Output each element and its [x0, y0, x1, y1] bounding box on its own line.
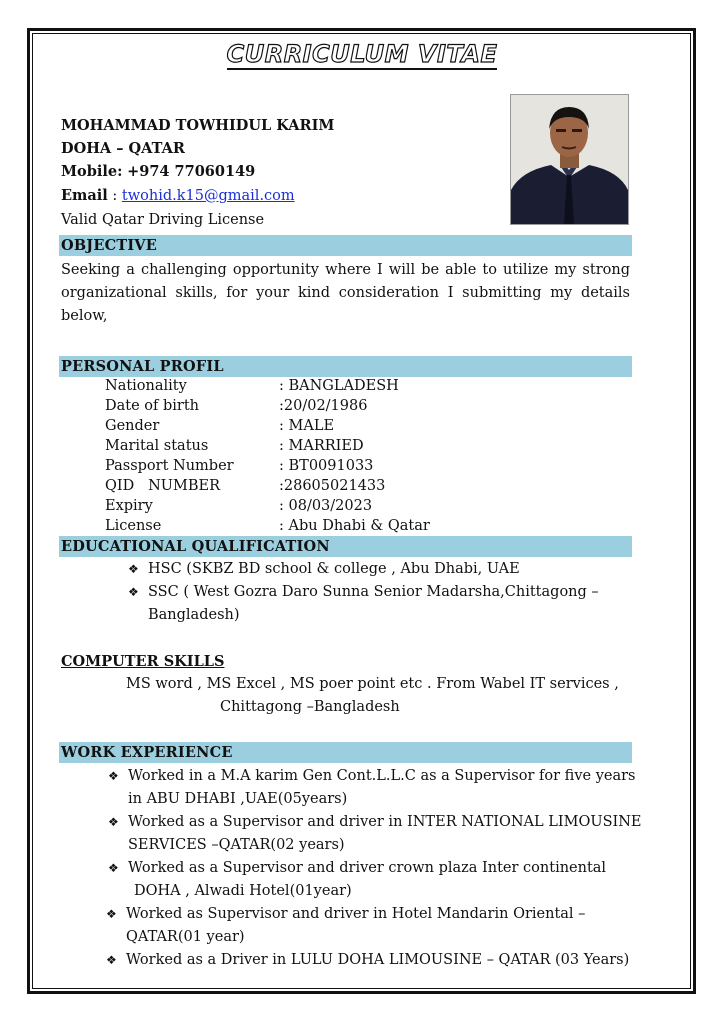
profile-row-marital: [105, 436, 364, 456]
profile-value: : MARRIED: [279, 438, 364, 454]
mobile-value: +974 77060149: [127, 163, 256, 180]
profile-label: License: [105, 518, 162, 534]
email-label: Email: [61, 187, 108, 204]
section-objective: OBJECTIVE: [59, 235, 632, 256]
diamond-bullet-icon: ❖: [106, 953, 117, 967]
profile-row-passport: [105, 456, 374, 476]
profile-value: : Abu Dhabi & Qatar: [279, 518, 430, 534]
profile-photo: [510, 94, 629, 225]
profile-value: : 08/03/2023: [279, 498, 373, 514]
education-text: HSC (SKBZ BD school & college , Abu Dhabi, UAE: [148, 561, 520, 577]
computer-skills-line2: Chittagong –Bangladesh: [220, 699, 400, 715]
profile-label: Date of birth: [105, 398, 200, 414]
profile-row-qid: [105, 476, 386, 496]
section-work-experience: WORK EXPERIENCE: [59, 742, 632, 763]
document-title: CURRICULUM VITAE: [226, 40, 498, 68]
profile-value: : BANGLADESH: [279, 378, 399, 394]
computer-skills-line1: MS word , MS Excel , MS poer point etc . From Wabel IT services ,: [126, 676, 619, 692]
work-text-cont: SERVICES –QATAR(02 years): [128, 837, 345, 853]
diamond-bullet-icon: ❖: [128, 585, 139, 599]
profile-label: Expiry: [105, 498, 153, 514]
section-education: EDUCATIONAL QUALIFICATION: [59, 536, 632, 557]
mobile-line: [61, 162, 255, 182]
profile-value: :28605021433: [279, 478, 386, 494]
diamond-bullet-icon: ❖: [108, 815, 119, 829]
profile-value: :20/02/1986: [279, 398, 368, 414]
work-text-cont: in ABU DHABI ,UAE(05years): [128, 791, 348, 807]
work-text: Worked in a M.A karim Gen Cont.L.L.C as a Supervisor for five years: [128, 768, 636, 784]
profile-label: QID NUMBER: [105, 478, 220, 494]
diamond-bullet-icon: ❖: [108, 861, 119, 875]
objective-text: Seeking a challenging opportunity where I will be able to utilize my strong organizational skills, for your kind consideration I submitting my details below,: [61, 262, 630, 324]
section-computer-skills: COMPUTER SKILLS: [61, 653, 225, 670]
candidate-name: MOHAMMAD TOWHIDUL KARIM: [61, 117, 335, 134]
work-text: Worked as a Supervisor and driver crown plaza Inter continental: [128, 860, 607, 876]
section-personal-profile: PERSONAL PROFIL: [59, 356, 632, 377]
work-text: Worked as a Supervisor and driver in INTER NATIONAL LIMOUSINE: [128, 814, 642, 830]
candidate-location: DOHA – QATAR: [61, 140, 185, 157]
license-note: Valid Qatar Driving License: [61, 212, 265, 228]
portrait-illustration: [511, 95, 628, 224]
education-text-cont: Bangladesh): [148, 607, 240, 623]
email-line: [61, 186, 295, 206]
diamond-bullet-icon: ❖: [108, 769, 119, 783]
profile-label: Marital status: [105, 438, 209, 454]
mobile-label: Mobile:: [61, 163, 123, 180]
email-link[interactable]: twohid.k15@gmail.com: [121, 188, 295, 204]
profile-label: Passport Number: [105, 458, 234, 474]
profile-label: Nationality: [105, 378, 187, 394]
email-separator: :: [107, 188, 122, 204]
profile-row-dob: [105, 396, 368, 416]
profile-row-gender: [105, 416, 335, 436]
profile-label: Gender: [105, 418, 160, 434]
work-text-cont: QATAR(01 year): [126, 929, 245, 945]
work-text: Worked as Supervisor and driver in Hotel Mandarin Oriental –: [126, 906, 586, 922]
profile-value: : MALE: [279, 418, 335, 434]
profile-row-license: [105, 516, 430, 536]
profile-row-expiry: [105, 496, 373, 516]
profile-row-nationality: [105, 376, 399, 396]
work-text: Worked as a Driver in LULU DOHA LIMOUSINE – QATAR (03 Years): [126, 952, 630, 968]
profile-value: : BT0091033: [279, 458, 374, 474]
diamond-bullet-icon: ❖: [106, 907, 117, 921]
diamond-bullet-icon: ❖: [128, 562, 139, 576]
work-text-cont: DOHA , Alwadi Hotel(01year): [134, 883, 352, 899]
education-text: SSC ( West Gozra Daro Sunna Senior Madarsha,Chittagong –: [148, 584, 599, 600]
